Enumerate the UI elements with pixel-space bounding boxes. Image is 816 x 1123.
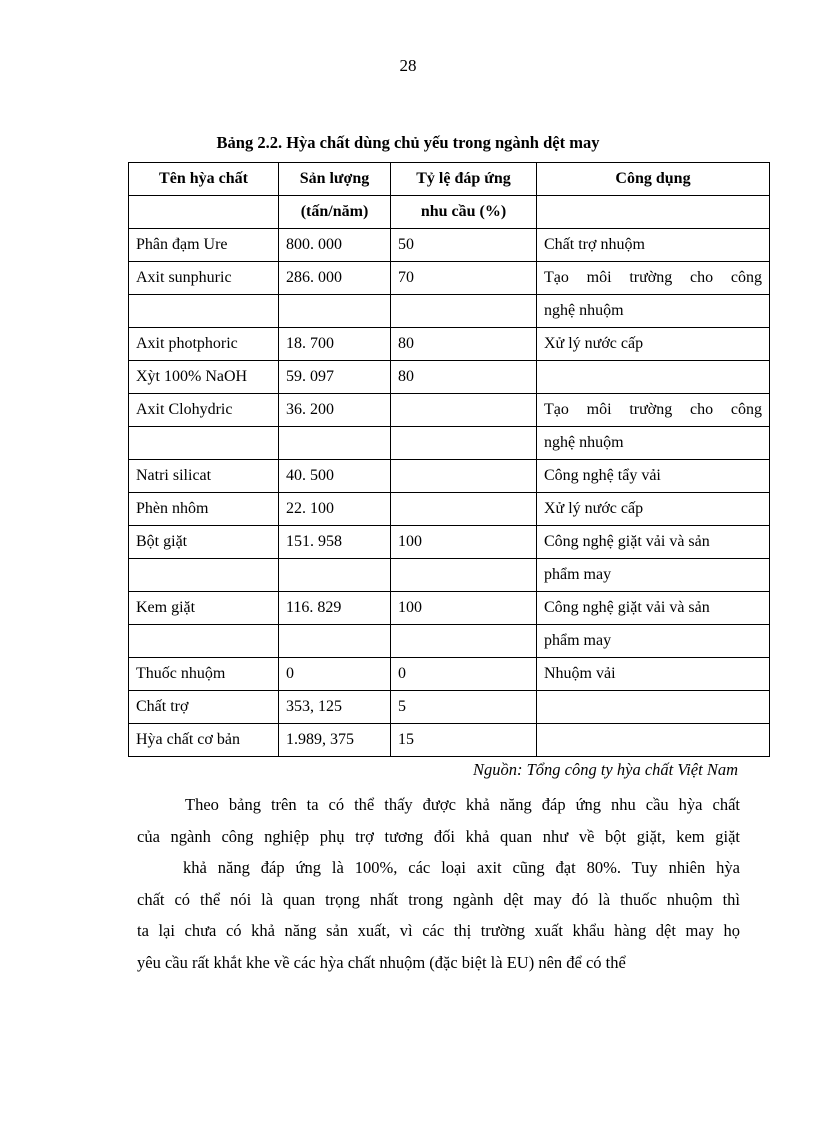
table-cell: phẩm may [537, 625, 770, 658]
table-cell: Axit sunphuric [129, 262, 279, 295]
table-cell: Xử lý nước cấp [537, 328, 770, 361]
table-header-row [129, 163, 770, 196]
table-row [129, 394, 770, 427]
table-row [129, 724, 770, 757]
table-row [129, 625, 770, 658]
table-cell: 70 [391, 262, 537, 295]
table-cell: Bột giặt [129, 526, 279, 559]
paragraph-line: ta lại chưa có khả năng sản xuất, vì các thị trường xuất khẩu hàng dệt may họ [137, 921, 740, 940]
paragraph-line: yêu cầu rất khắt khe về các hỳa chất nhuộm (đặc biệt là EU) nên để có thể [137, 952, 626, 972]
table-cell: phẩm may [537, 559, 770, 592]
table-cell: 1.989, 375 [279, 724, 391, 757]
table-row [129, 691, 770, 724]
table-row [129, 427, 770, 460]
table-cell: 5 [391, 691, 537, 724]
table-header-cell: Tỷ lệ đáp ứng [391, 163, 537, 196]
table-row [129, 295, 770, 328]
table-cell: 59. 097 [279, 361, 391, 394]
table-cell: nghệ nhuộm [537, 295, 770, 328]
table-cell: Tạo môi trường cho công [537, 394, 770, 427]
table-header-cell [537, 196, 770, 229]
table-cell: 22. 100 [279, 493, 391, 526]
table-header-cell: nhu cầu (%) [391, 196, 537, 229]
table-cell: Phèn nhôm [129, 493, 279, 526]
table-cell [391, 295, 537, 328]
table-cell: 286. 000 [279, 262, 391, 295]
table-cell: 800. 000 [279, 229, 391, 262]
table-row [129, 559, 770, 592]
body-paragraph [137, 789, 740, 978]
table-cell [391, 394, 537, 427]
table-cell: Nhuộm vải [537, 658, 770, 691]
table-cell: 50 [391, 229, 537, 262]
table-cell [279, 295, 391, 328]
table-row [129, 493, 770, 526]
table-cell [391, 427, 537, 460]
table-cell: Axit Clohydric [129, 394, 279, 427]
table-row [129, 460, 770, 493]
table-row [129, 526, 770, 559]
table-cell: 353, 125 [279, 691, 391, 724]
table-cell: 151. 958 [279, 526, 391, 559]
paragraph-line: Theo bảng trên ta có thể thấy được khả năng đáp ứng nhu cầu hỳa chất [185, 795, 740, 814]
table-cell: Thuốc nhuộm [129, 658, 279, 691]
table-cell: 80 [391, 328, 537, 361]
table-row [129, 361, 770, 394]
table-cell: 15 [391, 724, 537, 757]
table-cell: Xử lý nước cấp [537, 493, 770, 526]
table-cell: 80 [391, 361, 537, 394]
table-cell [129, 295, 279, 328]
paragraph-line: chất có thể nói là quan trọng nhất trong ngành dệt may đó là thuốc nhuộm thì [137, 889, 740, 909]
table-header-cell [129, 196, 279, 229]
table-cell: 40. 500 [279, 460, 391, 493]
table-cell: 18. 700 [279, 328, 391, 361]
table-cell: Chất trợ [129, 691, 279, 724]
page-number: 28 [399, 56, 417, 75]
table-cell [537, 724, 770, 757]
table-title: Bảng 2.2. Hỳa chất dùng chủ yếu trong ngành dệt may [216, 133, 600, 152]
table-cell: 36. 200 [279, 394, 391, 427]
table-header-row [129, 196, 770, 229]
table-cell: 100 [391, 592, 537, 625]
paragraph-line: khả năng đáp ứng là 100%, các loại axit cũng đạt 80%. Tuy nhiên hỳa [183, 858, 740, 877]
table-cell [391, 559, 537, 592]
table-cell [537, 361, 770, 394]
table-cell: Hỳa chất cơ bản [129, 724, 279, 757]
table-cell [279, 625, 391, 658]
table-cell: Xỳt 100% NaOH [129, 361, 279, 394]
table-cell: 0 [279, 658, 391, 691]
table-cell [537, 691, 770, 724]
table-cell: Chất trợ nhuộm [537, 229, 770, 262]
table-header-cell: Sản lượng [279, 163, 391, 196]
table-cell [129, 625, 279, 658]
table-cell: Kem giặt [129, 592, 279, 625]
table-row [129, 328, 770, 361]
table-cell: Axit photphoric [129, 328, 279, 361]
table-cell: Phân đạm Ure [129, 229, 279, 262]
table-source: Nguồn: Tổng công ty hỳa chất Việt Nam [472, 760, 738, 779]
table-row [129, 229, 770, 262]
table-cell [391, 493, 537, 526]
paragraph-line: của ngành công nghiệp phụ trợ tương đối khả quan như về bột giặt, kem giặt [137, 826, 740, 846]
table-header-cell: (tấn/năm) [279, 196, 391, 229]
table-cell: Công nghệ giặt vải và sản [537, 526, 770, 559]
table-cell [391, 625, 537, 658]
table-cell: nghệ nhuộm [537, 427, 770, 460]
table-cell [129, 427, 279, 460]
table-cell: Natri silicat [129, 460, 279, 493]
table-header-cell: Tên hỳa chất [129, 163, 279, 196]
table-cell: Công nghệ tẩy vải [537, 460, 770, 493]
table-cell: Tạo môi trường cho công [537, 262, 770, 295]
table-cell: 116. 829 [279, 592, 391, 625]
chemicals-table [128, 162, 770, 757]
table-cell: Công nghệ giặt vải và sản [537, 592, 770, 625]
table-header-cell: Công dụng [537, 163, 770, 196]
table-cell [391, 460, 537, 493]
table-cell: 100 [391, 526, 537, 559]
table-row [129, 592, 770, 625]
table-cell [129, 559, 279, 592]
table-row [129, 262, 770, 295]
table-row [129, 658, 770, 691]
table-cell: 0 [391, 658, 537, 691]
table-cell [279, 559, 391, 592]
table-cell [279, 427, 391, 460]
